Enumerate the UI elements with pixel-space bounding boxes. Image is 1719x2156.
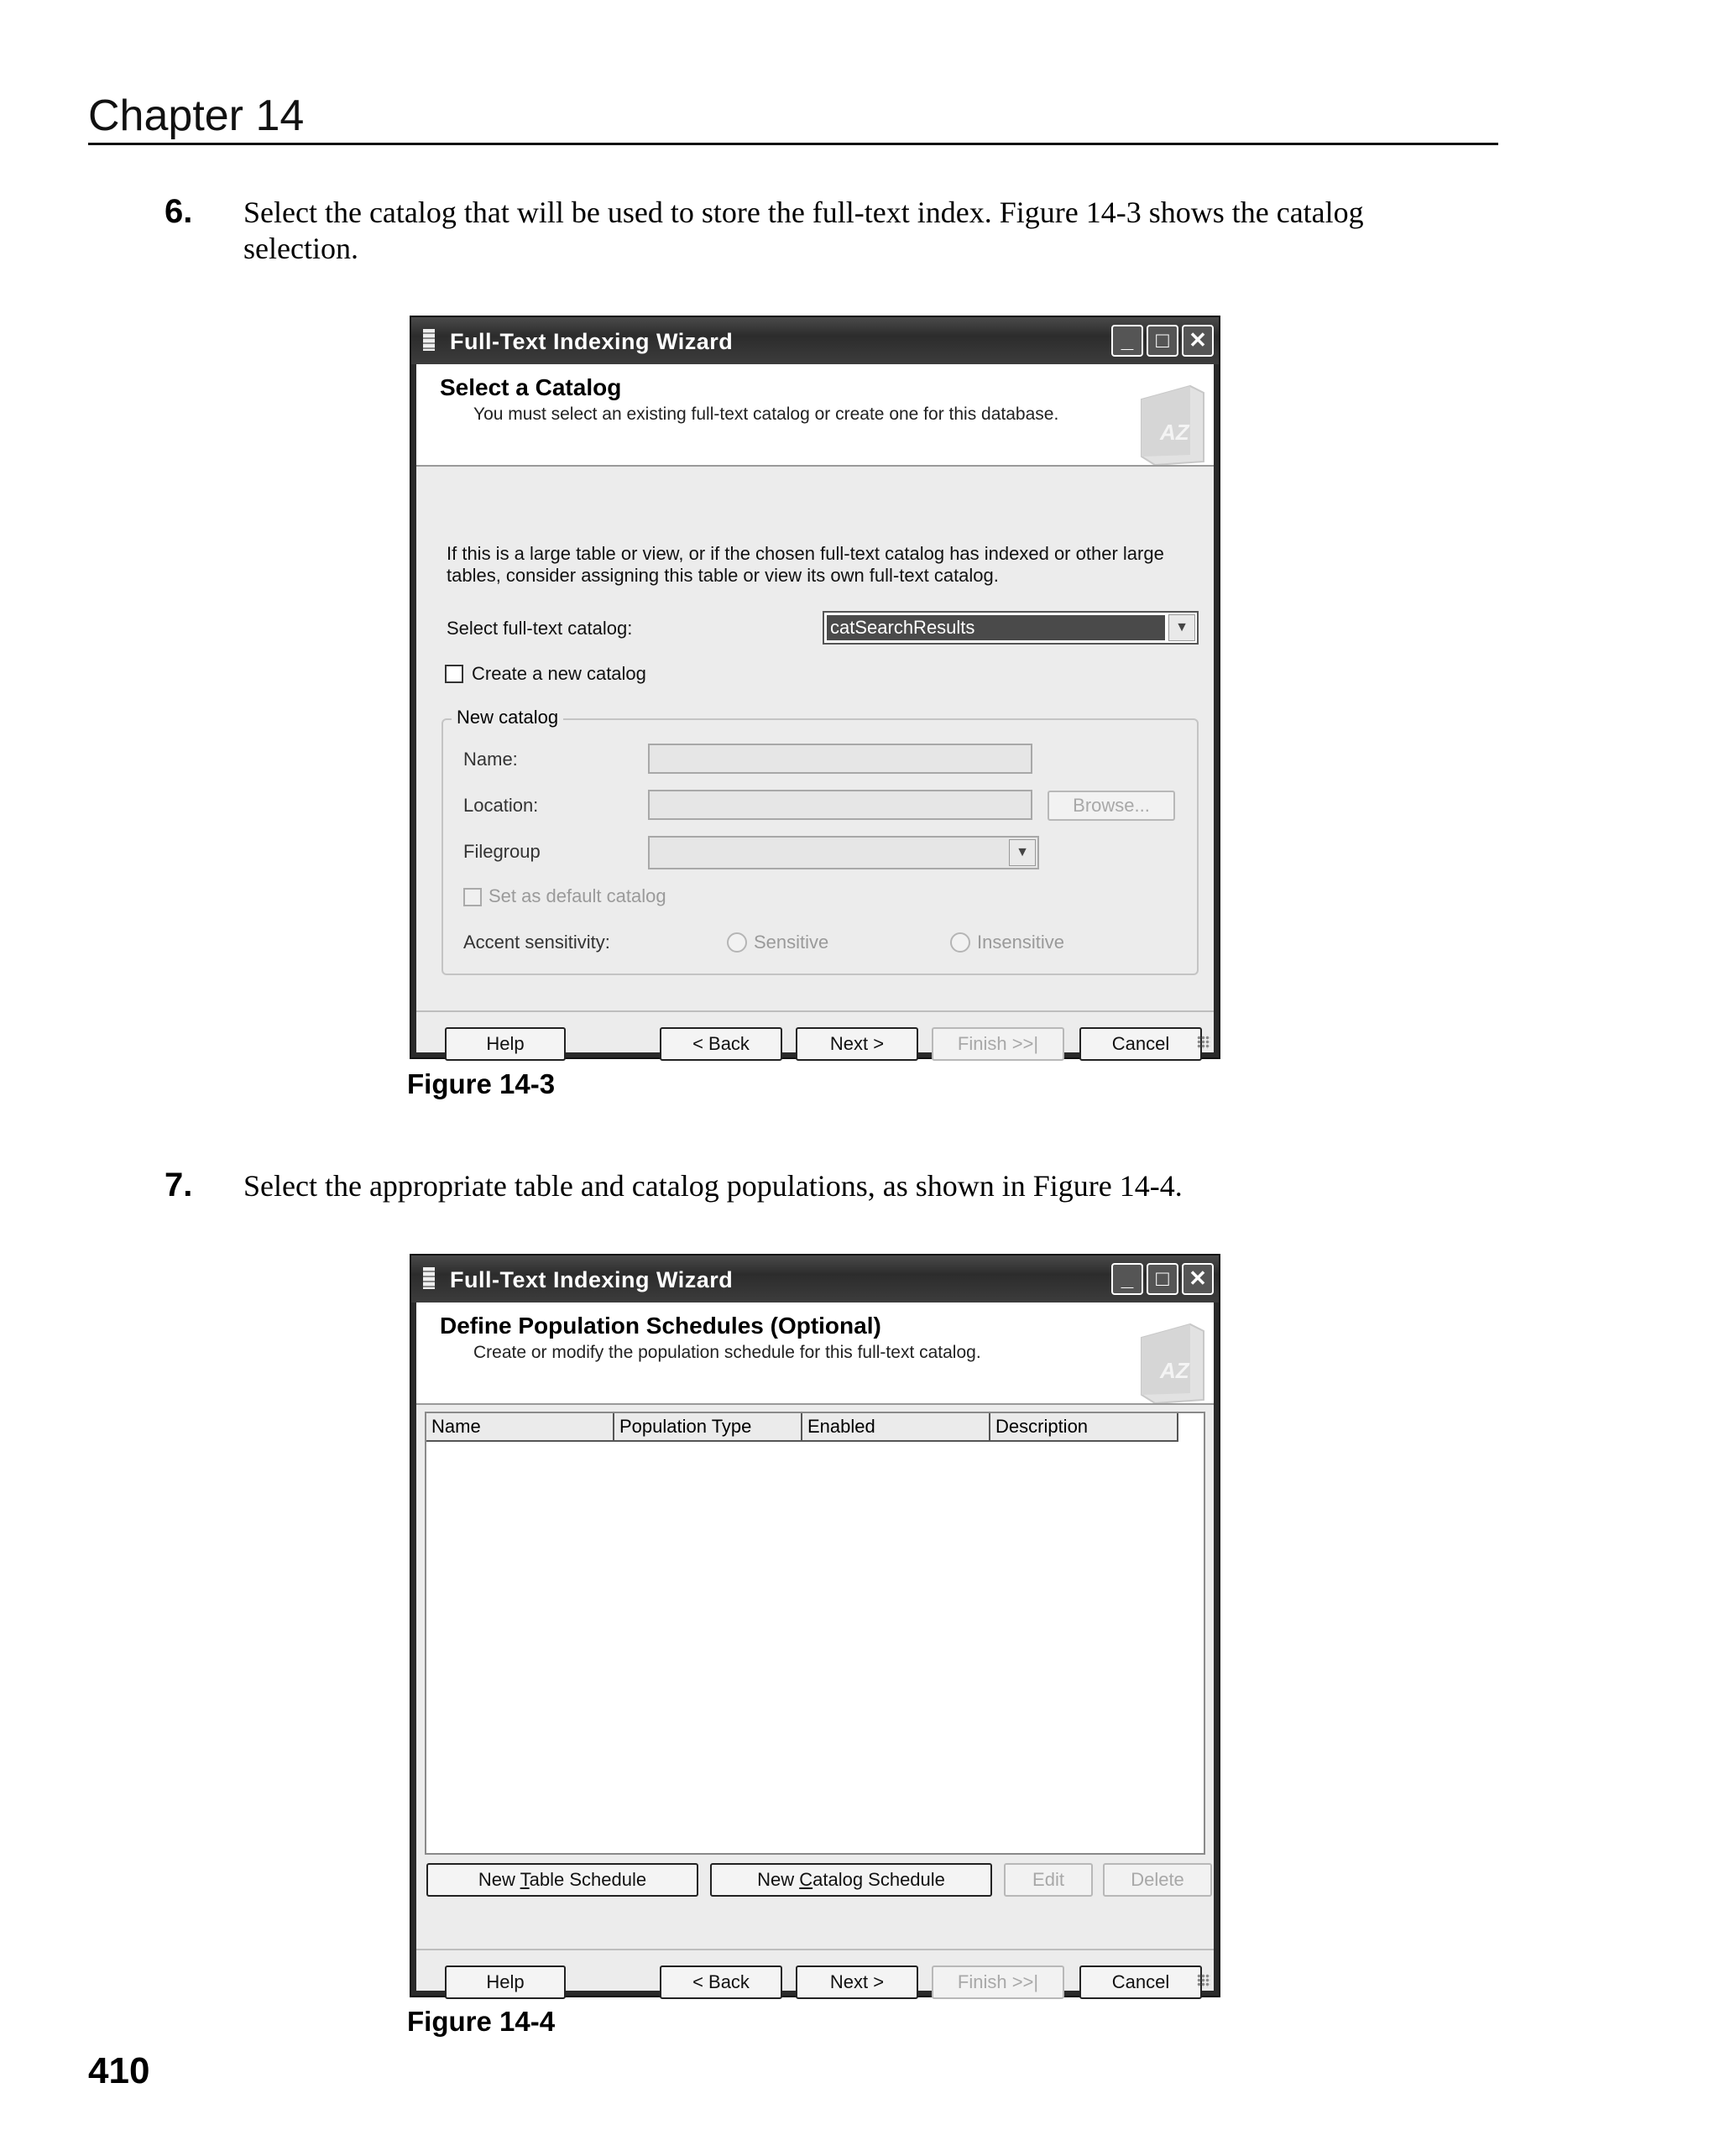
wizard-header: [416, 364, 1214, 467]
sensitive-label: Sensitive: [754, 932, 829, 953]
accent-label: Accent sensitivity:: [463, 932, 610, 953]
title-bar: [411, 317, 1219, 364]
location-label: Location:: [463, 795, 539, 816]
footer-separator: [416, 1010, 1214, 1012]
name-field[interactable]: [648, 744, 1032, 774]
close-button[interactable]: ✕: [1182, 325, 1214, 357]
figure-caption: Figure 14-3: [407, 1068, 556, 1099]
catalog-select-value: catSearchResults: [827, 615, 1165, 640]
cancel-button[interactable]: Cancel: [1079, 1965, 1202, 1999]
step-text: Select the appropriate table and catalog populations, as shown in Figure 14-4.: [243, 1169, 1183, 1203]
resize-grip[interactable]: [1197, 1974, 1210, 1987]
svg-text:AZ: AZ: [1160, 1358, 1189, 1383]
page-number: 410: [88, 2050, 150, 2091]
new-table-schedule-button[interactable]: New Table Schedule: [426, 1863, 698, 1897]
footer-separator: [416, 1949, 1214, 1950]
browse-button[interactable]: Browse...: [1048, 791, 1175, 821]
close-button[interactable]: ✕: [1182, 1263, 1214, 1295]
chapter-title: Chapter 14: [88, 91, 305, 140]
app-icon: [423, 329, 435, 351]
column-header-description[interactable]: Description: [990, 1413, 1178, 1442]
cancel-button[interactable]: Cancel: [1079, 1027, 1202, 1061]
intro-text-line2: tables, consider assigning this table or view its own full-text catalog.: [447, 565, 999, 586]
select-catalog-label: Select full-text catalog:: [447, 618, 633, 639]
filegroup-select[interactable]: [648, 836, 1039, 869]
minimize-button[interactable]: _: [1111, 1263, 1143, 1295]
chevron-down-icon[interactable]: ▼: [1009, 839, 1036, 866]
maximize-button[interactable]: □: [1147, 1263, 1178, 1295]
window-title: Full-Text Indexing Wizard: [450, 1267, 734, 1292]
catalog-select[interactable]: [823, 611, 1199, 645]
list-header: [426, 1413, 1182, 1443]
figure-caption: Figure 14-4: [407, 2006, 556, 2037]
new-catalog-group: [442, 707, 1199, 975]
insensitive-label: Insensitive: [977, 932, 1064, 953]
next-button[interactable]: Next >: [796, 1027, 918, 1061]
intro-text-line1: If this is a large table or view, or if the chosen full-text catalog has indexed or other large: [447, 543, 1164, 564]
resize-grip[interactable]: [1197, 1036, 1210, 1049]
wizard-header: [416, 1302, 1214, 1405]
svg-text:AZ: AZ: [1160, 420, 1189, 445]
step-number: 6.: [165, 193, 193, 230]
chevron-down-icon[interactable]: ▼: [1168, 614, 1195, 641]
app-icon: [423, 1267, 435, 1289]
catalog-book-icon: [1130, 381, 1207, 465]
help-button[interactable]: Help: [445, 1027, 566, 1061]
new-catalog-schedule-button[interactable]: New Catalog Schedule: [710, 1863, 992, 1897]
minimize-button[interactable]: _: [1111, 325, 1143, 357]
header-title: Define Population Schedules (Optional): [440, 1313, 881, 1339]
next-button[interactable]: Next >: [796, 1965, 918, 1999]
step-number: 7.: [165, 1167, 193, 1203]
sensitive-radio[interactable]: [727, 932, 747, 953]
wizard-window-select-catalog: [410, 316, 1220, 1059]
location-field[interactable]: [648, 790, 1032, 820]
group-legend: New catalog: [452, 707, 563, 728]
name-label: Name:: [463, 749, 518, 770]
help-button[interactable]: Help: [445, 1965, 566, 1999]
header-subtitle: You must select an existing full-text catalog or create one for this database.: [473, 405, 1059, 424]
back-button[interactable]: < Back: [660, 1027, 782, 1061]
header-subtitle: Create or modify the population schedule for this full-text catalog.: [473, 1343, 981, 1362]
window-title: Full-Text Indexing Wizard: [450, 329, 734, 354]
catalog-book-icon: [1130, 1319, 1207, 1403]
insensitive-radio[interactable]: [950, 932, 970, 953]
edit-button[interactable]: Edit: [1004, 1863, 1093, 1897]
wizard-client: [416, 364, 1214, 1052]
chapter-rule: [88, 143, 1498, 145]
default-catalog-label: Set as default catalog: [489, 885, 666, 906]
column-header-name[interactable]: Name: [426, 1413, 614, 1442]
create-catalog-checkbox[interactable]: [445, 665, 463, 683]
wizard-client: [416, 1302, 1214, 1991]
header-title: Select a Catalog: [440, 374, 622, 400]
column-header-enabled[interactable]: Enabled: [802, 1413, 990, 1442]
finish-button[interactable]: Finish >>|: [932, 1027, 1064, 1061]
maximize-button[interactable]: □: [1147, 325, 1178, 357]
wizard-window-population-schedules: [410, 1254, 1220, 1997]
title-bar: [411, 1255, 1219, 1302]
finish-button[interactable]: Finish >>|: [932, 1965, 1064, 1999]
back-button[interactable]: < Back: [660, 1965, 782, 1999]
default-catalog-checkbox[interactable]: [463, 888, 482, 906]
create-catalog-label[interactable]: Create a new catalog: [472, 663, 646, 684]
filegroup-label: Filegroup: [463, 841, 541, 862]
column-header-population-type[interactable]: Population Type: [614, 1413, 802, 1442]
step-text: Select the catalog that will be used to store the full-text index. Figure 14-3 shows the catalog selection.: [243, 196, 1364, 265]
schedule-list[interactable]: [425, 1412, 1205, 1855]
delete-button[interactable]: Delete: [1103, 1863, 1212, 1897]
